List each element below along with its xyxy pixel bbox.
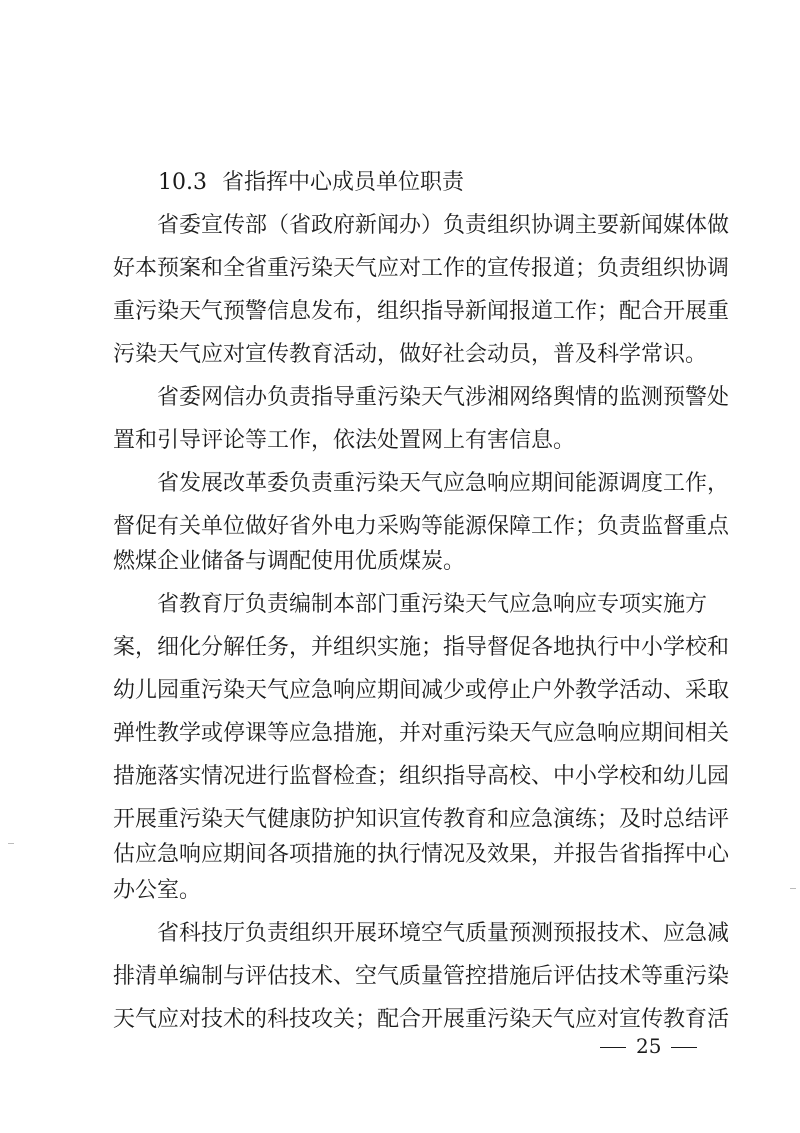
body-line: 措施落实情况进行监督检查；组织指导高校、中小学校和幼儿园 <box>113 764 730 789</box>
section-heading <box>158 168 464 198</box>
section-title: 省指挥中心成员单位职责 <box>222 170 465 195</box>
footer-dash-right <box>671 1047 697 1048</box>
body-line: 督促有关单位做好省外电力采购等能源保障工作；负责监督重点 <box>113 514 730 539</box>
body-line: 置和引导评论等工作，依法处置网上有害信息。 <box>113 428 576 453</box>
body-line: 省科技厅负责组织开展环境空气质量预测预报技术、应急减 <box>113 921 730 946</box>
body-line: 估应急响应期间各项措施的执行情况及效果，并报告省指挥中心 <box>113 842 730 867</box>
body-line: 开展重污染天气健康防护知识宣传教育和应急演练；及时总结评 <box>113 807 730 832</box>
body-line: 排清单编制与评估技术、空气质量管控措施后评估技术等重污染 <box>113 964 730 989</box>
body-line: 污染天气应对宣传教育活动，做好社会动员，普及科学常识。 <box>113 342 708 367</box>
footer-dash-left <box>600 1047 626 1048</box>
body-line: 省委宣传部（省政府新闻办）负责组织协调主要新闻媒体做 <box>113 213 730 238</box>
body-line: 省教育厅负责编制本部门重污染天气应急响应专项实施方 <box>113 592 708 617</box>
body-line: 案，细化分解任务，并组织实施；指导督促各地执行中小学校和 <box>113 635 730 660</box>
body-line: 燃煤企业储备与调配使用优质煤炭。 <box>113 549 466 574</box>
body-line: 重污染天气预警信息发布，组织指导新闻报道工作；配合开展重 <box>113 299 730 324</box>
page-footer <box>590 1033 707 1059</box>
body-line: 幼儿园重污染天气应急响应期间减少或停止户外教学活动、采取 <box>113 678 730 703</box>
scan-edge-mark <box>8 843 14 844</box>
section-number: 10.3 <box>158 170 207 195</box>
body-line: 省发展改革委负责重污染天气应急响应期间能源调度工作， <box>113 471 730 496</box>
page-number: 25 <box>636 1034 662 1058</box>
body-line: 天气应对技术的科技攻关；配合开展重污染天气应对宣传教育活 <box>113 1007 730 1032</box>
body-line: 办公室。 <box>113 878 202 903</box>
body-line: 弹性教学或停课等应急措施，并对重污染天气应急响应期间相关 <box>113 721 730 746</box>
scan-edge-mark <box>790 888 796 889</box>
body-line: 省委网信办负责指导重污染天气涉湘网络舆情的监测预警处 <box>113 385 730 410</box>
body-line: 好本预案和全省重污染天气应对工作的宣传报道；负责组织协调 <box>113 256 730 281</box>
